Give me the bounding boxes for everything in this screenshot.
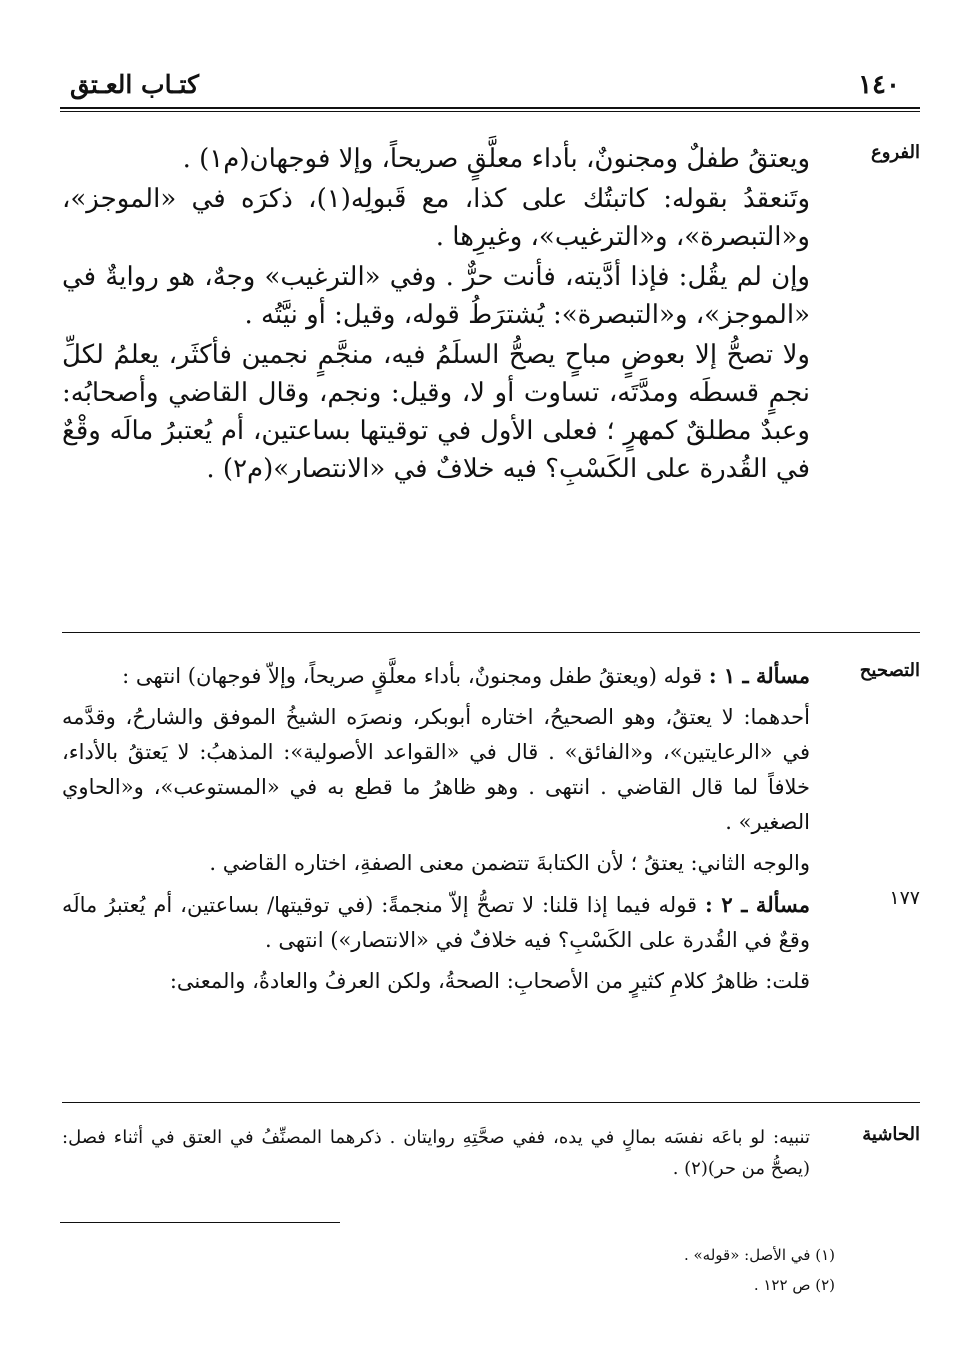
tashih-section <box>62 658 920 1005</box>
footnote-1: (١) في الأصل: «قوله» . <box>683 1246 835 1264</box>
running-header <box>60 70 920 104</box>
section-divider <box>62 632 920 633</box>
furu-paragraph-2: وتَنعقدُ بقوله: كاتبتُك على كذا، مع قَبولِه(١)، ذكرَه في «الموجز»، و«التبصرة»، و«الترغيب»، وغيرِها . <box>62 184 810 252</box>
furu-section <box>62 140 920 490</box>
masala-2-row <box>62 887 920 958</box>
masala-1-text: قوله (ويعتقُ طفل ومجنونٌ، بأداء معلَّقٍ صريحاً، وإلاّ فوجهان) انتهى : <box>122 664 703 688</box>
masala-1 <box>62 658 810 694</box>
footnote-2: (٢) ص ١٢٢ . <box>753 1276 835 1294</box>
hashiya-label: الحاشية <box>862 1124 920 1145</box>
page-number: ١٤٠ <box>858 70 900 100</box>
header-rule-thin <box>60 111 920 112</box>
masala-2-lead: مسألة ـ ٢ : <box>705 892 810 917</box>
footnote-rule <box>60 1222 340 1223</box>
furu-paragraph-3: وإن لم يقُل: فإذا أدَّيته، فأنت حرٌّ . وفي «الترغيب» وجهٌ، هو روايةٌ في «الموجز»، و«التبصرة»: يُشترَطُ قوله، وقيل: أو نيَّتُه . <box>62 262 810 330</box>
tashih-paragraph-3: والوجه الثاني: يعتقُ ؛ لأن الكتابةَ تتضمن معنى الصفةِ، اختاره القاضي . <box>209 851 810 875</box>
margin-number: ١٧٧ <box>889 887 920 909</box>
masala-2 <box>62 887 810 958</box>
masala-1-lead: مسألة ـ ١ : <box>708 663 810 688</box>
tashih-label: التصحيح <box>859 660 920 681</box>
tashih-paragraph-2: أحدهما: لا يعتقُ، وهو الصحيحُ، اختاره أبوبكر، ونصرَه الشيخُ الموفق والشارحُ، وقدَّمه في «الرعايتين»، و«الفائق» . قال في «القواعد الأصولية»: المذهبُ: لا يَعتقُ بالأداء، خلافاً لما قال القاضي . انتهى . وهو ظاهرُ ما قطع به في «المستوعب»، و«الحاوي الصغير» . <box>62 705 810 834</box>
hashiya-text <box>62 1122 810 1184</box>
header-rule <box>60 107 920 109</box>
masala-2-text: قوله فيما إذا قلنا: لا تصحُّ إلاّ منجمةً: (في توقيتها/ بساعتين، أم يُعتبرُ مالَه وقعٌ في القُدرة على الكَسْبِ؟ فيه خلافٌ في «الانتصار») انتهى . <box>62 893 810 952</box>
furu-paragraph-1: ويعتقُ طفلٌ ومجنونٌ، بأداء معلَّقٍ صريحاً، وإلا فوجهان(م١) . <box>182 144 810 174</box>
hashiya-section <box>62 1122 920 1184</box>
section-divider <box>62 1102 920 1103</box>
furu-paragraph-4: ولا تصحُّ إلا بعوضٍ مباحٍ يصحُّ السلَمُ فيه، منجَّمٍ نجمين فأكثَر، يعلمُ لكلِّ نجمٍ قسطَه ومدَّتَه، تساوت أو لا، وقيل: ونجم، وقال القاضي وأصحابُه: وعبدٌ مطلقٌ كمهرٍ ؛ فعلى الأول في توقيتها بساعتين، أم يُعتبرُ مالَه وقْعٌ في القُدرة على الكَسْبِ؟ فيه خلافٌ في «الانتصار»(م٢) . <box>62 340 810 484</box>
hashiya-paragraph: تنبيه: لو باعَه نفسَه بمالٍ في يده، ففي صحَّتِهِ روايتان . ذكرهما المصنِّفُ في العتق في أثناء فصل: (يصحُّ من حر)(٢) . <box>62 1127 810 1179</box>
tashih-paragraph-5: قلت: ظاهرُ كلامِ كثيرٍ من الأصحابِ: الصحةُ، ولكن العرفُ والعادةُ، والمعنى: <box>169 969 810 993</box>
furu-text <box>62 140 810 488</box>
book-title: كتـاب العـتق <box>70 70 199 99</box>
furu-label: الفروع <box>871 142 920 163</box>
footnotes <box>60 1240 835 1300</box>
